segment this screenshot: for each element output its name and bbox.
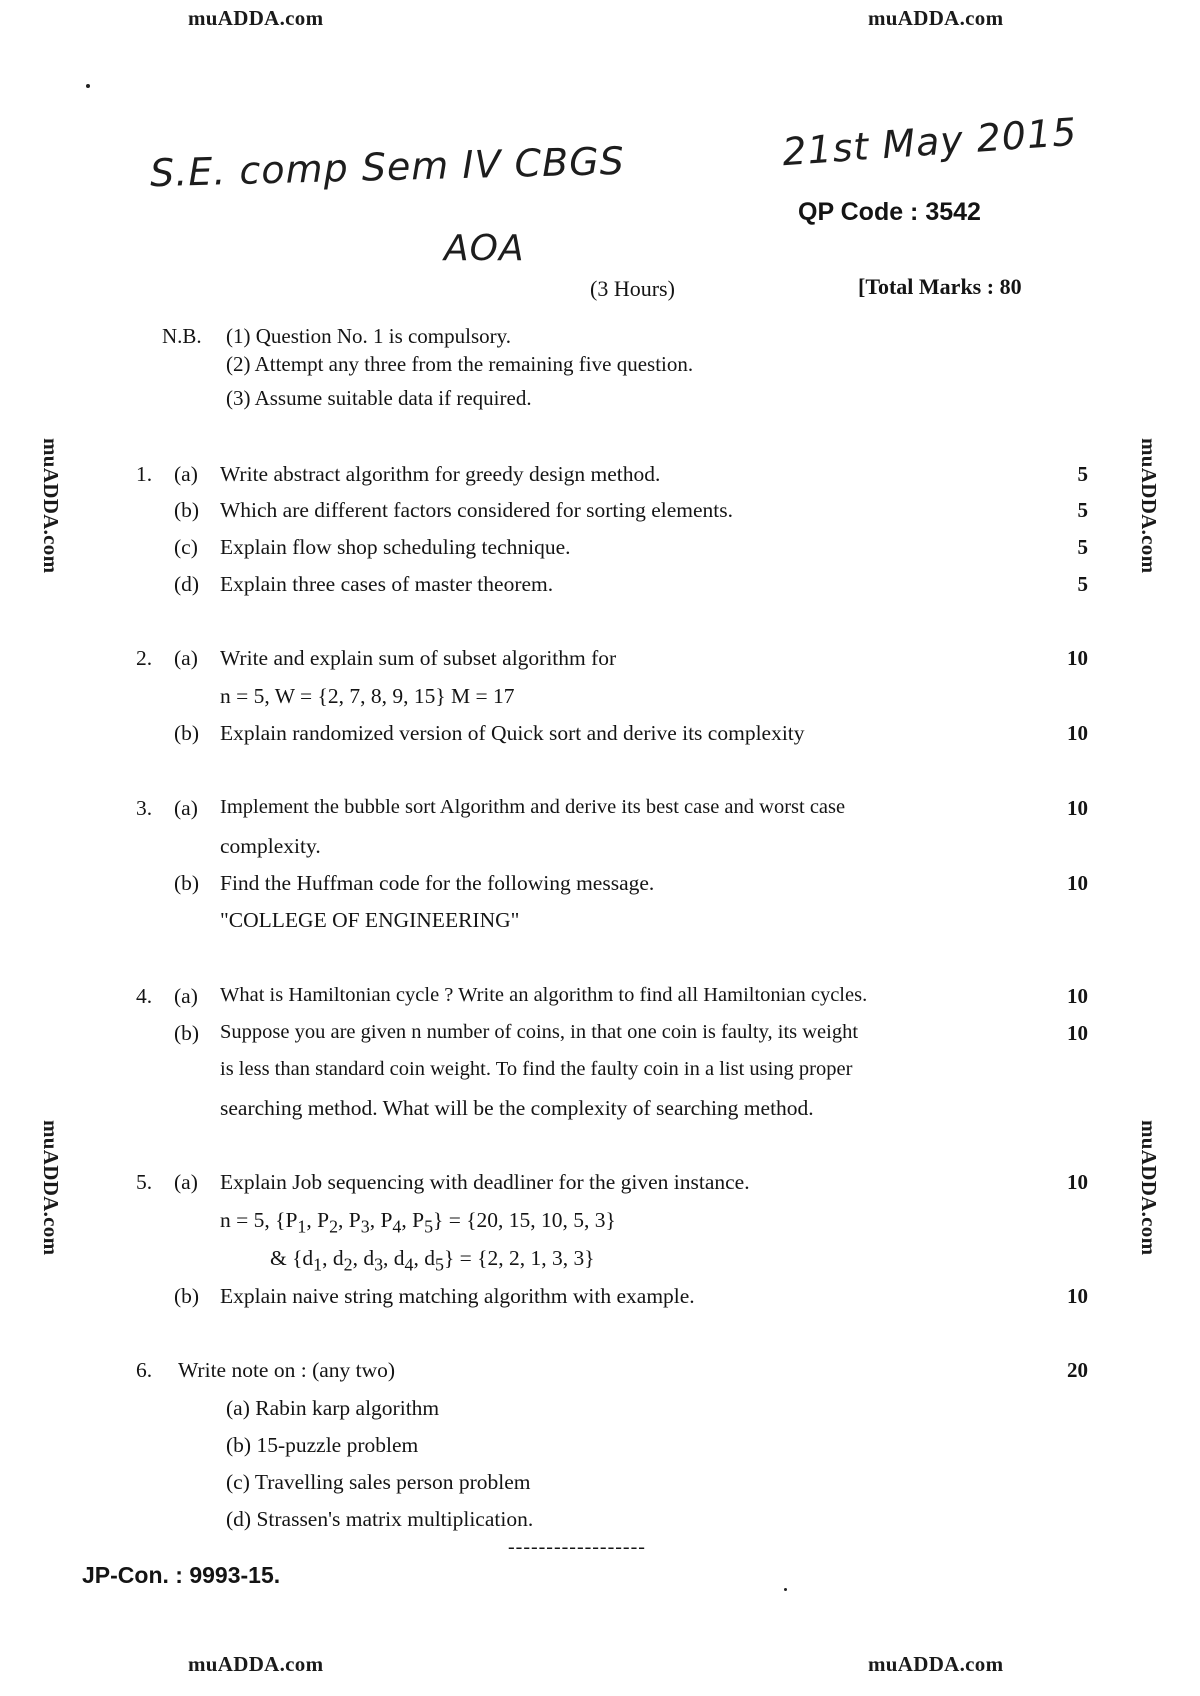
part-text: Which are different factors considered for sorting elements. <box>220 498 734 522</box>
question-number: 5. <box>136 1170 153 1194</box>
instance-profits: n = 5, {$P_1$, $P_2$, $P_3$, $P_4$, $P_5\} = \{20$, 15, 10, 5, 3} <box>220 1208 616 1237</box>
note-item: (3) Assume suitable data if required. <box>226 386 532 410</box>
part-label: (b) <box>174 1021 200 1045</box>
footer-code: JP-Con. : 9993-15. <box>82 1562 281 1588</box>
part-marks: 10 <box>1067 1284 1088 1308</box>
part-marks: 5 <box>1077 498 1088 522</box>
part-label: (c) <box>174 535 198 559</box>
scan-speck <box>86 84 90 88</box>
watermark-top-left: muADDA.com <box>188 6 324 30</box>
handwritten-subject: AOA <box>444 228 525 269</box>
part-label: (b) <box>174 1284 200 1308</box>
total-marks: [Total Marks : 80 <box>858 274 1022 299</box>
part-marks: 10 <box>1067 1170 1088 1194</box>
scan-speck <box>784 1588 787 1591</box>
exam-duration: (3 Hours) <box>590 276 675 301</box>
part-text: What is Hamiltonian cycle ? Write an algorithm to find all Hamiltonian cycles. <box>220 984 868 1006</box>
part-marks: 5 <box>1077 535 1088 559</box>
part-marks: 10 <box>1067 1021 1088 1045</box>
part-marks: 5 <box>1077 572 1088 596</box>
handwritten-course: S.E. comp Sem IV CBGS <box>149 138 626 196</box>
part-label: (b) <box>174 721 200 745</box>
question-number: 1. <box>136 462 153 486</box>
part-label: (b) <box>174 871 200 895</box>
part-marks: 10 <box>1067 871 1088 895</box>
part-label: (a) <box>174 1170 198 1194</box>
notes-label: N.B. <box>162 324 202 348</box>
part-label: (a) <box>174 462 198 486</box>
note-item: (1) Question No. 1 is compulsory. <box>226 324 512 348</box>
watermark-bottom-right: muADDA.com <box>868 1652 1004 1676</box>
part-text: Explain naive string matching algorithm with example. <box>220 1284 695 1308</box>
part-text: Write note on : (any two) <box>178 1358 396 1382</box>
part-marks: 10 <box>1067 646 1088 670</box>
watermark-right-lower: muADDA.com <box>1137 1120 1161 1256</box>
part-marks: 20 <box>1067 1358 1088 1382</box>
part-text: Explain three cases of master theorem. <box>220 572 554 596</box>
part-label: (b) <box>174 498 200 522</box>
question-number: 6. <box>136 1358 153 1382</box>
part-text-continued: searching method. What will be the complexity of searching method. <box>220 1096 814 1120</box>
part-label: (a) <box>174 796 198 820</box>
part-text: Suppose you are given n number of coins, in that one coin is faulty, its weight <box>220 1021 859 1043</box>
part-label: (a) <box>174 984 198 1008</box>
qp-code: QP Code : 3542 <box>798 198 981 226</box>
part-text-continued: complexity. <box>220 834 321 858</box>
option-item: (a) Rabin karp algorithm <box>226 1396 440 1420</box>
option-item: (b) 15-puzzle problem <box>226 1433 419 1457</box>
handwritten-date: 21st May 2015 <box>780 109 1079 175</box>
part-marks: 10 <box>1067 721 1088 745</box>
watermark-bottom-left: muADDA.com <box>188 1652 324 1676</box>
instance-deadlines: & {$d_1$, $d_2$, $d_3$, $d_4$, $d_5\} = \{2$, 2, 1, 3, 3} <box>270 1246 595 1275</box>
part-label: (a) <box>174 646 198 670</box>
part-marks: 5 <box>1077 462 1088 486</box>
end-divider: ------------------ <box>508 1536 646 1558</box>
watermark-left-upper: muADDA.com <box>39 438 63 574</box>
part-text: Explain randomized version of Quick sort and derive its complexity <box>220 721 805 745</box>
note-item: (2) Attempt any three from the remaining five question. <box>226 352 694 376</box>
part-text: Find the Huffman code for the following message. <box>220 871 655 895</box>
question-number: 2. <box>136 646 153 670</box>
question-number: 3. <box>136 796 153 820</box>
part-marks: 10 <box>1067 796 1088 820</box>
part-label: (d) <box>174 572 200 596</box>
watermark-right-upper: muADDA.com <box>1137 438 1161 574</box>
part-text: Write and explain sum of subset algorithm for <box>220 646 617 670</box>
watermark-left-lower: muADDA.com <box>39 1120 63 1256</box>
question-number: 4. <box>136 984 153 1008</box>
part-text: Explain flow shop scheduling technique. <box>220 535 571 559</box>
watermark-top-right: muADDA.com <box>868 6 1004 30</box>
option-item: (c) Travelling sales person problem <box>226 1470 531 1494</box>
part-text: Explain Job sequencing with deadliner for the given instance. <box>220 1170 750 1194</box>
option-item: (d) Strassen's matrix multiplication. <box>226 1507 534 1531</box>
part-marks: 10 <box>1067 984 1088 1008</box>
part-text-continued: n = 5, W = {2, 7, 8, 9, 15} M = 17 <box>220 684 515 708</box>
part-text: Write abstract algorithm for greedy design method. <box>220 462 661 486</box>
part-text: Implement the bubble sort Algorithm and derive its best case and worst case <box>220 796 846 818</box>
part-text-continued: "COLLEGE OF ENGINEERING" <box>220 908 520 932</box>
part-text-continued: is less than standard coin weight. To find the faulty coin in a list using proper <box>220 1058 853 1080</box>
